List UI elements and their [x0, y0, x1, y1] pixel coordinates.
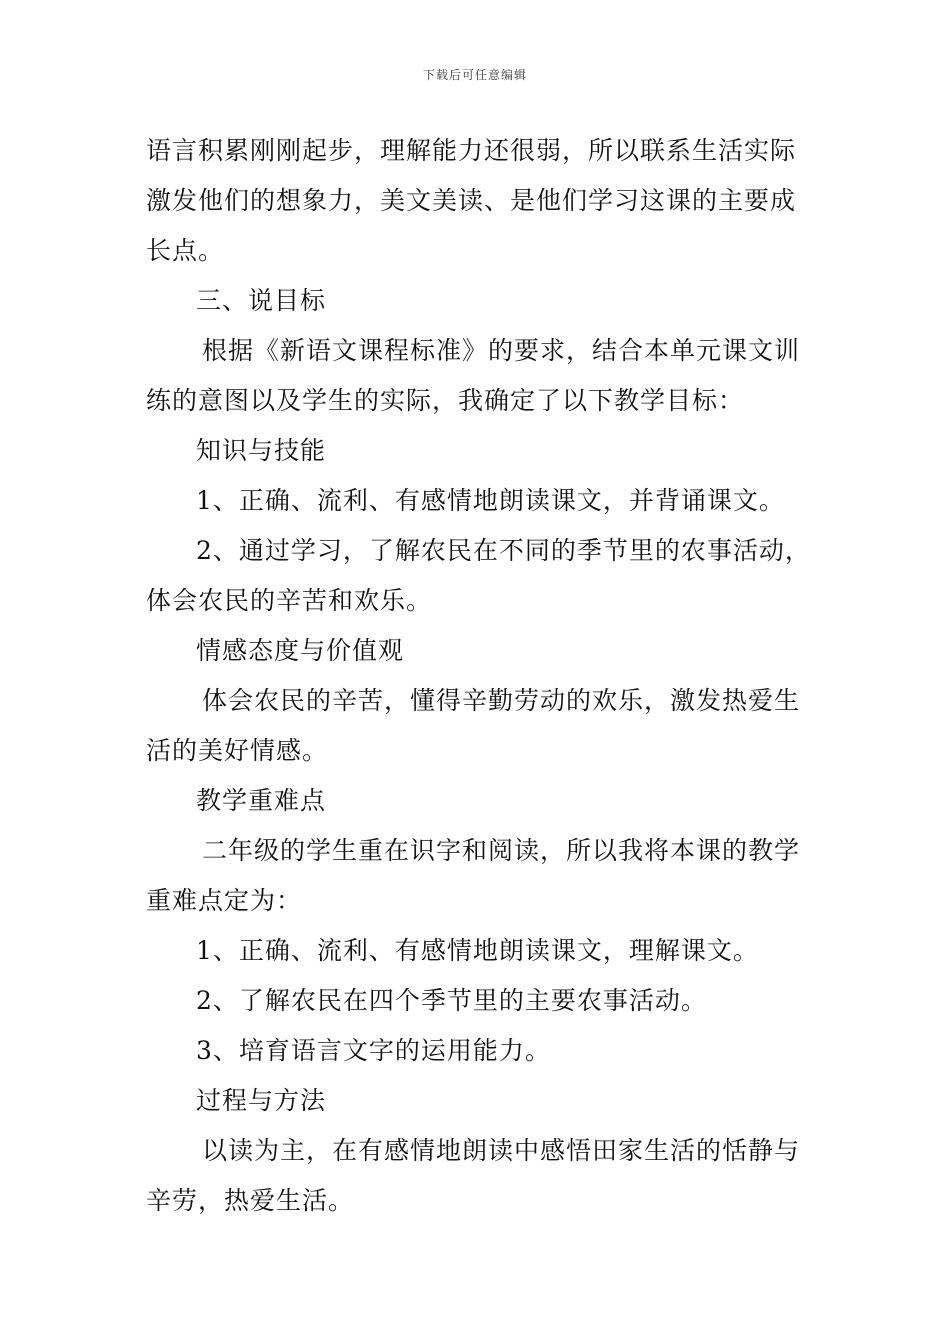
- paragraph-line: 活的美好情感。: [146, 736, 329, 765]
- list-item: 1、正确、流利、有感情地朗读课文，理解课文。: [196, 936, 759, 965]
- paragraph-line: 辛劳，热爱生活。: [146, 1186, 355, 1215]
- paragraph-line: 练的意图以及学生的实际，我确定了以下教学目标：: [146, 386, 745, 415]
- paragraph-line: 重难点定为：: [146, 886, 303, 915]
- paragraph-line: 语言积累刚刚起步，理解能力还很弱，所以联系生活实际: [146, 136, 797, 165]
- subsection-heading: 知识与技能: [196, 436, 327, 465]
- document-body: [146, 126, 810, 1226]
- paragraph-line: 长点。: [146, 236, 225, 265]
- subsection-heading: 情感态度与价值观: [196, 636, 405, 665]
- subsection-heading: 过程与方法: [196, 1086, 327, 1115]
- paragraph-line: 根据《新语文课程标准》的要求，结合本单元课文训: [202, 336, 801, 365]
- list-item: 2、通过学习，了解农民在不同的季节里的农事活动，: [196, 536, 811, 565]
- paragraph-line: 二年级的学生重在识字和阅读，所以我将本课的教学: [202, 836, 801, 865]
- paragraph-line: 体会农民的辛苦，懂得辛勤劳动的欢乐，激发热爱生: [202, 686, 801, 715]
- list-item: 3、培育语言文字的运用能力。: [196, 1036, 551, 1065]
- list-item: 2、了解农民在四个季节里的主要农事活动。: [196, 986, 707, 1015]
- paragraph-line: 体会农民的辛苦和欢乐。: [146, 586, 433, 615]
- subsection-heading: 教学重难点: [196, 786, 327, 815]
- paragraph-line: 以读为主，在有感情地朗读中感悟田家生活的恬静与: [202, 1136, 801, 1165]
- paragraph-line: 激发他们的想象力，美文美读、是他们学习这课的主要成: [146, 186, 797, 215]
- section-heading: 三、说目标: [196, 286, 327, 315]
- list-item: 1、正确、流利、有感情地朗读课文，并背诵课文。: [196, 486, 785, 515]
- page-header: 下载后可任意编辑: [422, 68, 527, 82]
